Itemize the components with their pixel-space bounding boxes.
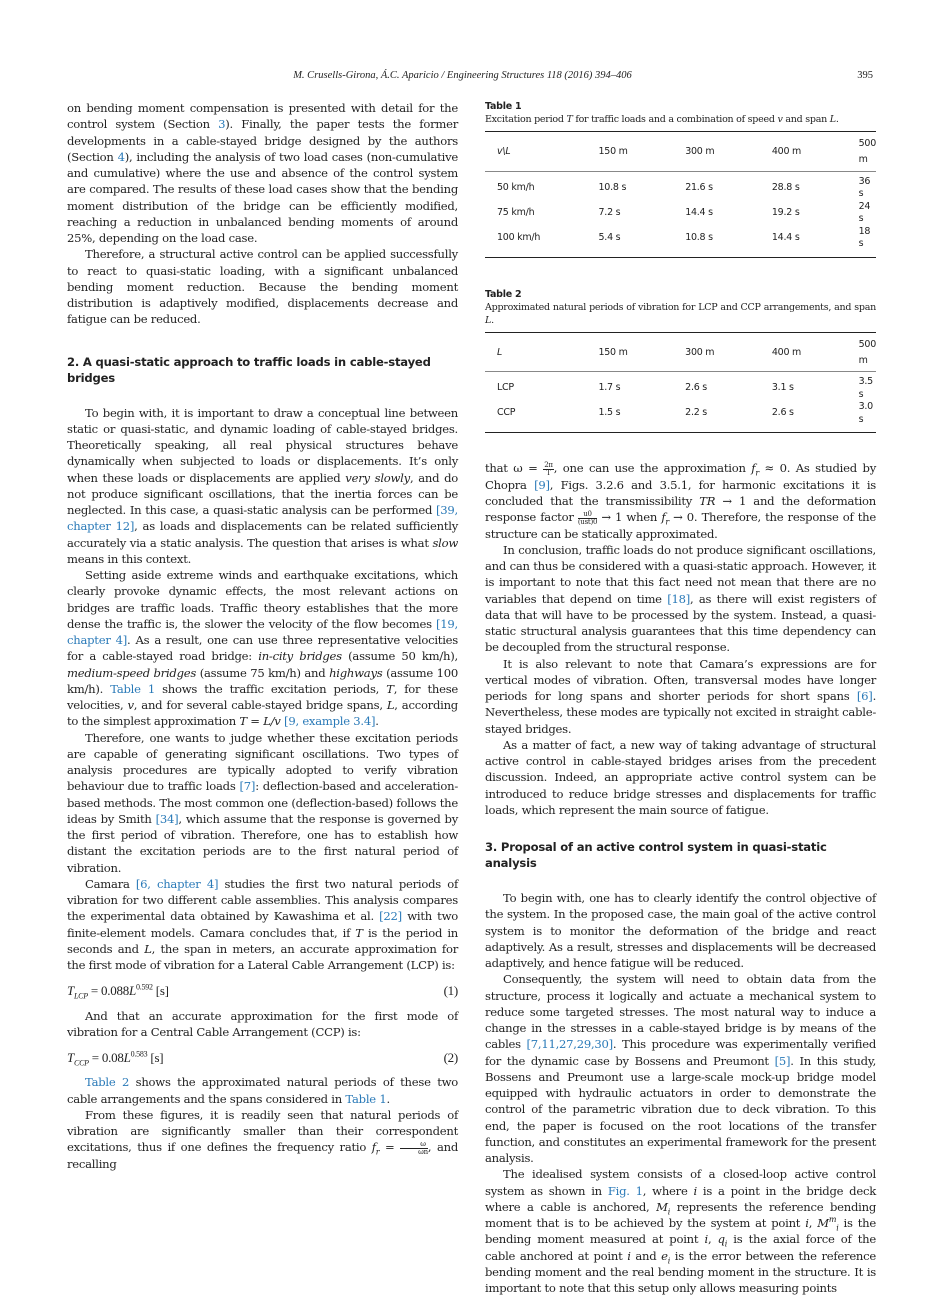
citation-link[interactable]: [39, chapter 12] — [67, 503, 458, 534]
s2-paragraph-4: Camara [6, chapter 4] studies the first two natural periods of vibration for two different cable assemblies. This analysis compares the experimental data obtained by Kawashima et al. [22] with two finite-element models. Camara concludes that, if T is the period in seconds and L, the span in meters, an accurate approximation for the first mode of vibration for a Lateral Cable Arrangement (LCP) is: — [67, 876, 458, 972]
figure-1-link[interactable]: Fig. 1 — [607, 1183, 643, 1198]
continuation-paragraph-2: In conclusion, traffic loads do not produce significant oscillations, and can thus be considered with a quasi-static approach. However, it is important to note that this fact need not mean that there are no variables that depend on time [18], as there will exist registers of data that will have to be processed by the system. Instead, a quasi-static structural analysis guarantees that this time dependency can be decoupled from the structural response. — [485, 542, 876, 655]
s3-paragraph-2: Consequently, the system will need to obtain data from the structure, process it logically and actuate a mechanical system to reduce some targeted stresses. The most natural way to induce a change in the stresses in a cable-stayed bridge is by means of the cables [7,11,27,29,30]. This procedure was experimentally verified for the dynamic case by Bossens and Preumont [5]. In this study, Bossens and Preumont use a large-scale mock-up bridge model equipped with hydraulic actuators in order to demonstrate the control of the parametric vibration due to deck vibration. To this end, the paper is focused on the root locations of the transfer function, and constitutes an experimental framework for the present analysis. — [485, 972, 877, 1165]
table-row: 100 km/h 5.4 s 10.8 s 14.4 s 18 s — [485, 226, 876, 258]
citation-link[interactable]: [9] — [534, 477, 550, 492]
section-2-heading: 2. A quasi-static approach to traffic loads in cable-stayed bridges — [67, 354, 431, 385]
right-column — [485, 100, 876, 1296]
left-column — [67, 100, 458, 1172]
table-1-grid — [485, 131, 876, 258]
continuation-paragraph-1: that ω = $\frac{2\pi}{T}$ , one can use the approximation $f_r \approx 0$. As studied by Chopra [9], Figs. 3.2.6 and 3.5.1, for harmonic excitations it is concluded that the transmissibility TR → 1 and the deformation response factor $\frac{u0}{\text{(ust)0}}$ → 1 when $f_r \to 0$. Therefore, the response of the structure can be statically approximated. — [485, 460, 876, 541]
citation-link[interactable]: [7,11,27,29,30] — [526, 1037, 613, 1052]
section-3-heading: 3. Proposal of an active control system in quasi-static analysis — [485, 840, 827, 870]
citation-link[interactable]: [19, chapter 4] — [67, 616, 458, 647]
table-row: 50 km/h 10.8 s 21.6 s 28.8 s 36 s — [497, 175, 871, 199]
citation-link[interactable]: [22] — [379, 909, 402, 924]
journal-citation: M. Crusells-Girona, Á.C. Aparicio / Engineering Structures 118 (2016) 394–406 — [293, 70, 632, 81]
citation-link[interactable]: [6] — [856, 689, 873, 703]
fraction: $\frac{u0}{\text{(ust)0}}$ — [577, 509, 598, 526]
fraction: $\frac{\omega}{\omega n}$ — [400, 1141, 428, 1156]
s2-paragraph-2: Setting aside extreme winds and earthquake excitations, which clearly provoke dynamic effects, the most relevant actions on bridges are traffic loads. Traffic theory establishes that the more dense the traffic is, the slower the velocity of the flow becomes [19, chapter 4]. As a result, one can use three representative velocities for a cable-stayed road bridge: in-city bridges (assume 50 km/h), medium-speed bridges (assume 75 km/h) and highways (assume 100 km/h). Table 1 shows the traffic excitation periods, T, for these velocities, v, and for several cable-stayed bridge spans, L, according to the simplest approximation T = L/v [9, example 3.4]. — [67, 568, 459, 729]
s3-paragraph-1: To begin with, one has to clearly identify the control objective of the system. In the proposed case, the main goal of the active control system is to monitor the deformation of the bridge and react adaptively. As a result, stresses and displacements will be decreased adaptively, and hence fatigue will be reduced. — [485, 891, 876, 970]
citation-link[interactable]: [34] — [155, 811, 179, 826]
s2-paragraph-1: To begin with, it is important to draw a conceptual line between static or quasi-static, and dynamic loading of cable-stayed bridges. Theoretically speaking, all real physical structures behave dynamically when subjected to loads or displacements. It’s only when these loads or displacements are applied very slowly, and do not produce significant oscillations, that the inertia forces can be neglected. In this case, a quasi-static analysis can be performed [39, chapter 12], as loads and displacements can be related sufficiently accurately via a static analysis. The question that arises is what slow means in this context. — [67, 405, 458, 566]
table-header-row: L 150 m 300 m 400 m 500 m — [485, 332, 876, 372]
s2-paragraph-3: Therefore, one wants to judge whether these excitation periods are capable of generating significant oscillations. Two types of analysis procedures are typically adopted to verify vibration behaviour due to traffic loads [7]: deflection-based and acceleration-based methods. The most common one (deflection-based) follows the ideas by Smith [34], which assume that the response is governed by the first period of vibration. Therefore, one has to establish how distant the excitation periods are to the first natural period of vibration. — [67, 730, 459, 875]
fraction: $\frac{2\pi}{T}$ — [544, 460, 553, 477]
table-1-link[interactable]: Table 1 — [110, 681, 155, 696]
equation-2: $T_{CCP} = 0.08L^{0.583}$ [s] (2) — [67, 1049, 458, 1068]
table-row: 75 km/h 7.2 s 14.4 s 19.2 s 24 s — [497, 200, 871, 224]
citation-link[interactable]: [18] — [667, 591, 691, 606]
table-2-grid — [485, 332, 876, 434]
table-2-caption: Table 2 Approximated natural periods of vibration for LCP and CCP arrangements, and span L. — [485, 288, 876, 326]
s2-paragraph-7: From these figures, it is readily seen that natural periods of vibration are significantly smaller than their correspondent excitations, thus if one defines the frequency ratio $f_r$ = $\frac{\omega}{\omega n}$ , and recalling — [67, 1107, 458, 1171]
s3-paragraph-3: The idealised system consists of a closed-loop active control system as shown in Fig. 1, where i is a point in the bridge deck where a cable is anchored, $M_i$ represents the reference bending moment that is to be achieved by the system at point i, $M^m_i$ is the bending moment measured at point i, $q_i$ is the axial force of the cable anchored at point i and $e_i$ is the error between the reference bending moment and the real bending moment in the structure. It is important to note that this setup only allows measuring points — [485, 1167, 876, 1295]
equation-number: (1) — [443, 983, 458, 999]
equation-number: (2) — [443, 1050, 458, 1065]
continuation-paragraph-4: As a matter of fact, a new way of taking advantage of structural active control in cable-stayed bridges arises from the precedent discussion. Indeed, an appropriate active control system can be introduced to reduce bridge stresses and displacements for traffic loads, which represent the main source of fatigue. — [485, 737, 876, 817]
s2-paragraph-5: And that an accurate approximation for the first mode of vibration for a Central Cable Arrangement (CCP) is: — [67, 1008, 458, 1039]
citation-link[interactable]: [5] — [774, 1053, 791, 1068]
table-1 — [485, 100, 876, 258]
table-1-link[interactable]: Table 1 — [345, 1091, 387, 1106]
inline-formula: T = L/v — [239, 714, 281, 729]
table-1-caption: Table 1 Excitation period T for traffic loads and a combination of speed v and span L. — [485, 101, 839, 125]
intro-paragraph-2: Therefore, a structural active control can be applied successfully to react to quasi-static loading, with a significant unbalanced bending moment reduction. Because the bending moment distribution is adaptively modified, displacements decrease and fatigue can be reduced. — [67, 247, 458, 327]
table-row: LCP 1.7 s 2.6 s 3.1 s 3.5 s — [497, 376, 873, 400]
section-3-link[interactable]: 3 — [218, 117, 226, 132]
table-2 — [485, 288, 876, 434]
table-row: CCP 1.5 s 2.2 s 2.6 s 3.0 s — [485, 401, 876, 433]
table-header-row: v\L 150 m 300 m 400 m 500 m — [485, 132, 876, 172]
citation-link[interactable]: [7] — [239, 779, 256, 794]
intro-paragraph-1: on bending moment compensation is presented with detail for the control system (Section 3). Finally, the paper tests the former developments in a cable-stayed bridge designed by the authors (Section 4), including the analysis of two load cases (non-cumulative and cumulative) where the use and absence of the control system are compared. The results of these load cases show that the bending moment distribution of the bridge can be efficiently modified, reaching a reduction in unbalanced bending moments of around 25%, depending on the load case. — [67, 101, 459, 245]
citation-link[interactable]: [9, example 3.4] — [280, 714, 376, 729]
table-2-link[interactable]: Table 2 — [85, 1075, 130, 1090]
citation-link[interactable]: [6, chapter 4] — [135, 876, 219, 891]
section-4-link[interactable]: 4 — [117, 149, 125, 164]
page-number: 395 — [857, 70, 873, 81]
s2-paragraph-6: Table 2 shows the approximated natural periods of these two cable arrangements and the spans considered in Table 1. — [67, 1075, 459, 1106]
equation-1: $T_{LCP} = 0.088L^{0.592}$ [s] (1) — [67, 982, 458, 1001]
continuation-paragraph-3: It is also relevant to note that Camara’s expressions are for vertical modes of vibration. Often, transversal modes have longer periods for long spans and shorter periods for short spans [6]. Nevertheless, these modes are typically not excited in straight cable-stayed bridges. — [485, 656, 876, 736]
